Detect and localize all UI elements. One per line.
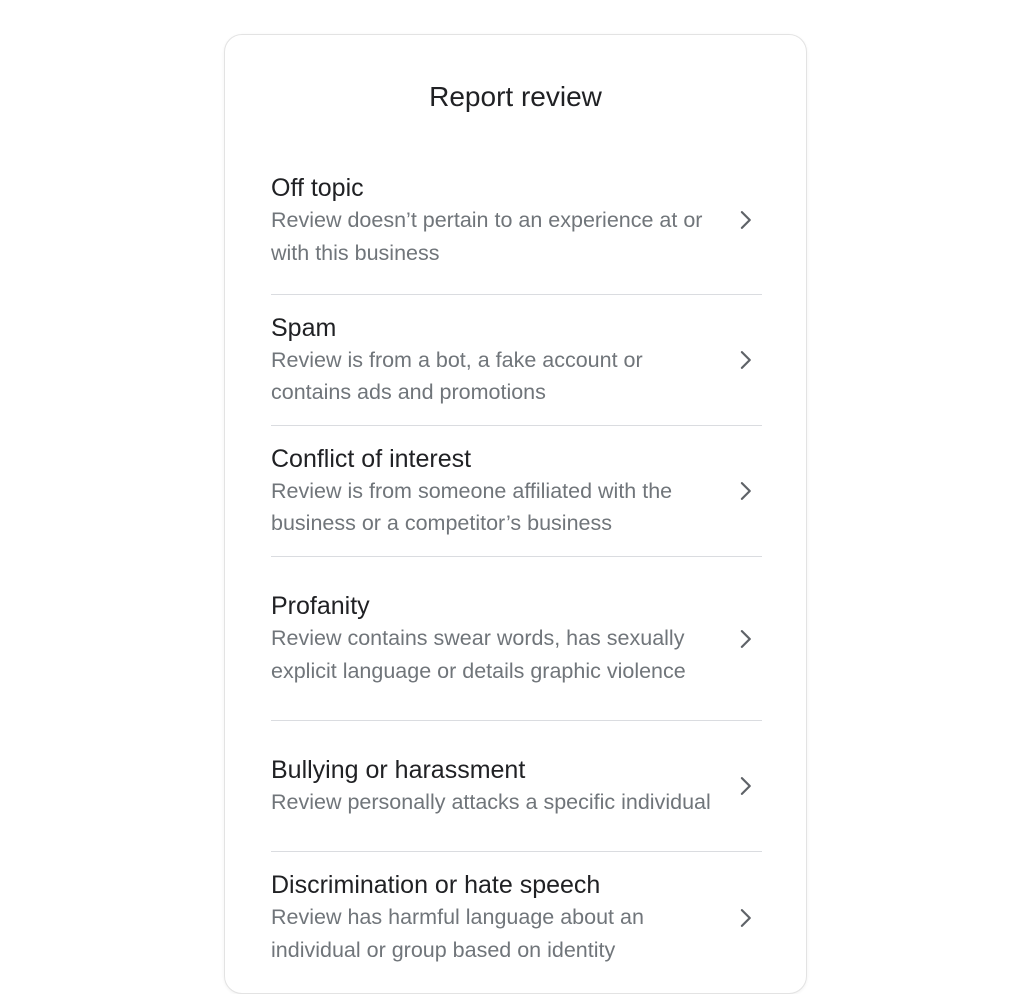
reason-title: Profanity [271, 592, 370, 620]
chevron-right-icon [734, 349, 756, 371]
chevron-right-icon [734, 907, 756, 929]
reason-title: Conflict of interest [271, 444, 472, 473]
reason-bullying-or-harassment[interactable] [271, 721, 762, 852]
reason-description: Review is from someone affiliated with the business or a competitor’s business [271, 478, 673, 535]
reason-description: Review is from a bot, a fake account or contains ads and promotions [271, 347, 643, 404]
chevron-right-icon [734, 775, 756, 797]
reason-spam[interactable] [271, 295, 762, 426]
reason-conflict-of-interest[interactable] [271, 426, 762, 557]
reason-title: Spam [271, 313, 337, 342]
report-review-dialog [224, 34, 807, 994]
reason-title: Discrimination or hate speech [271, 871, 601, 899]
reason-discrimination-or-hate-speech[interactable] [271, 852, 762, 983]
chevron-right-icon [734, 209, 756, 231]
dialog-title: Report review [429, 81, 602, 112]
reason-description: Review has harmful language about an individual or group based on identity [271, 905, 644, 962]
reason-title: Off topic [271, 174, 364, 202]
reason-description: Review personally attacks a specific individual [271, 789, 711, 814]
reason-title: Bullying or harassment [271, 755, 526, 784]
report-reason-list [271, 145, 762, 983]
chevron-right-icon [734, 628, 756, 650]
reason-off-topic[interactable] [271, 145, 762, 295]
reason-description: Review doesn’t pertain to an experience at or with this business [271, 208, 703, 265]
reason-description: Review contains swear words, has sexually explicit language or details graphic violence [271, 626, 686, 683]
chevron-right-icon [734, 480, 756, 502]
reason-profanity[interactable] [271, 557, 762, 721]
